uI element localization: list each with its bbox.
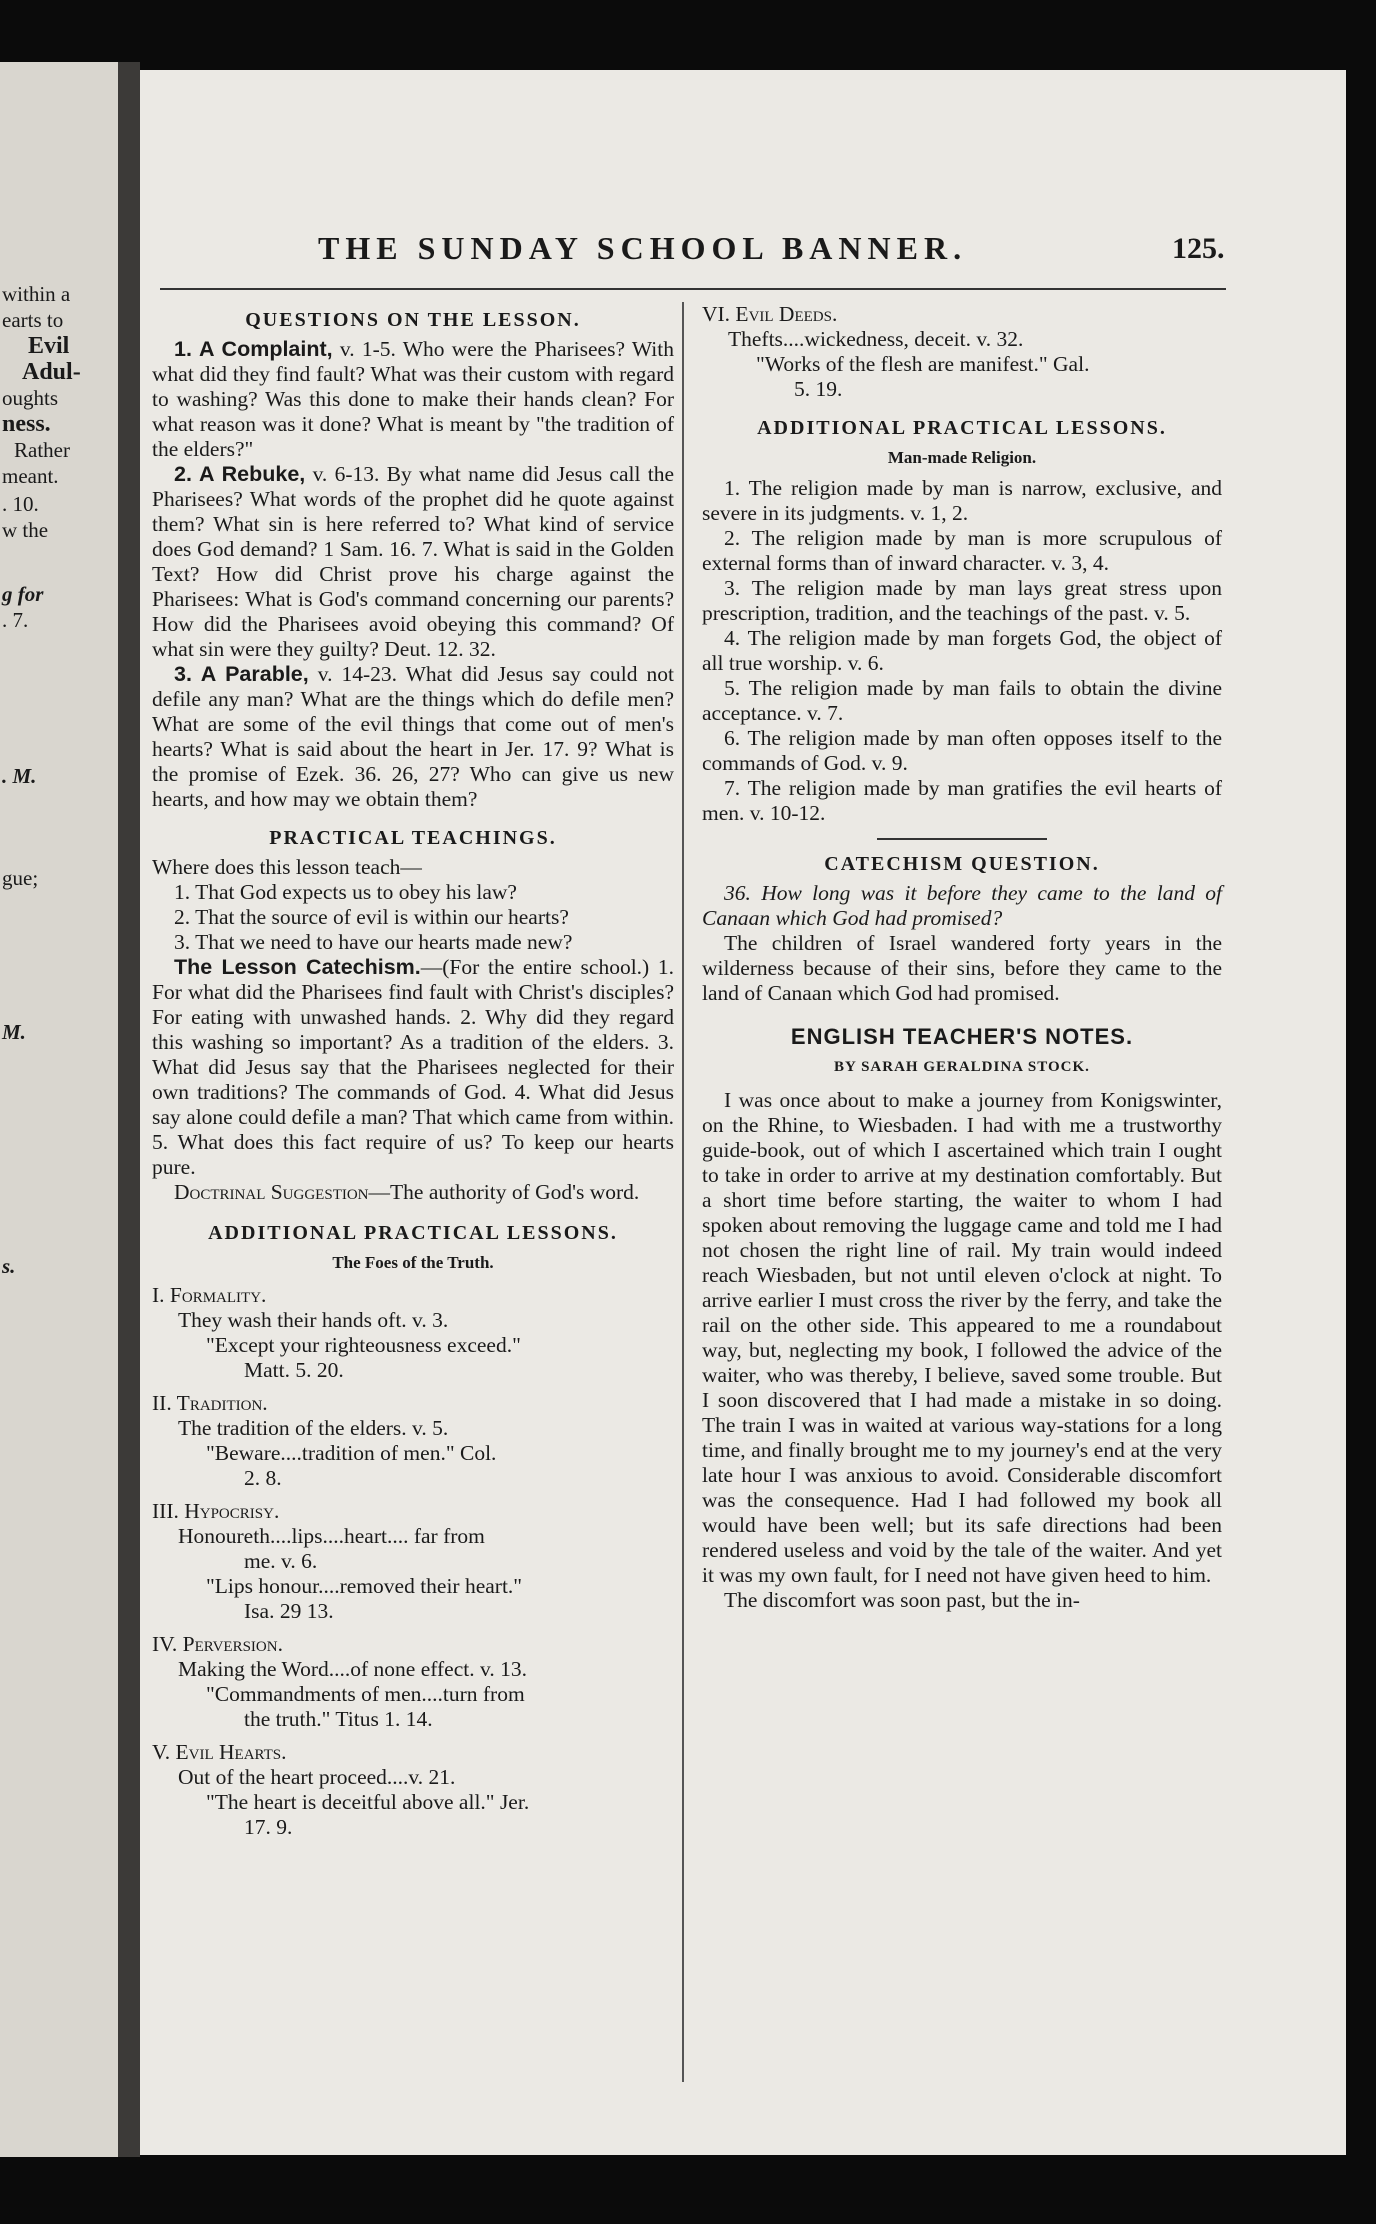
teaching-item: 2. That the source of evil is within our hearts? [174,905,569,929]
page-number: 125. [1172,232,1225,265]
margin-fragment: w the [2,518,49,542]
margin-fragment: Rather [14,438,70,462]
paragraph-lead: 2. A Rebuke, [174,462,306,486]
margin-fragment: ness. [2,411,51,437]
foe-reference: 5. 19. [794,377,843,401]
catechism-paragraph [152,955,674,1180]
foe-line: Making the Word....of none effect. v. 13. [178,1657,527,1681]
margin-fragment: . 10. [2,492,39,516]
foe-section [702,302,1222,402]
foe-quote: "Commandments of men....turn from [206,1682,525,1706]
teaching-item: 1. That God expects us to obey his law? [174,880,517,904]
foe-quote: "Lips honour....removed their heart." [206,1574,523,1598]
doctrinal-suggestion [152,1180,674,1205]
foe-title: I. Formality. [152,1283,267,1307]
section-rule [877,838,1047,840]
question-paragraph [152,462,674,662]
right-column [702,302,1222,1613]
notes-paragraph: I was once about to make a journey from Konigswinter, on the Rhine, to Wiesbaden. I had with me a trustworthy guide-book, out of which I ascertained which train I ought to take in order to arrive at my destination comfortably. But a short time before starting, the waiter to whom I had spoken about removing the luggage came and told me I had not chosen the right line of rail. My train would indeed reach Wiesbaden, but not until eleven o'clock at night. To arrive earlier I must cross the river by the ferry, and take the rail on the other side. This appeared to me a roundabout way, but, neglecting my book, I followed the advice of the waiter, who was thereby, I believe, saved some trouble. But I soon discovered that I had made a mistake in so doing. The train I was in waited at various way-stations for a long time, and finally brought me to my journey's end at the very late hour I was anxious to avoid. Considerable discomfort was the consequence. Had I had followed my book all would have been well; but its safe directions had been rendered useless and void by the tale of the waiter. And yet it was my own fault, for I need not have given heed to him. [702,1088,1222,1587]
margin-fragment: gue; [2,866,39,890]
lesson-item: 2. The religion made by man is more scrupulous of external forms than of inward character. v. 3, 4. [702,526,1222,575]
lesson-item: 1. The religion made by man is narrow, exclusive, and severe in its judgments. v. 1, 2. [702,476,1222,525]
foe-line: Thefts....wickedness, deceit. v. 32. [728,327,1024,351]
foe-title: II. Tradition. [152,1391,268,1415]
foe-quote: "The heart is deceitful above all." Jer. [206,1790,530,1814]
paragraph-lead: 3. A Parable, [174,662,309,686]
section-subheading: The Foes of the Truth. [332,1253,494,1272]
foe-line: me. v. 6. [244,1549,318,1573]
notes-title: ENGLISH TEACHER'S NOTES. [790,1024,1134,1049]
running-header [140,230,1346,290]
catechism-question: 36. How long was it before they came to the land of Canaan which God had promised? [702,881,1222,930]
section-subheading: Man-made Religion. [887,448,1037,467]
foe-line: The tradition of the elders. v. 5. [178,1416,449,1440]
notes-paragraph: The discomfort was soon past, but the in- [724,1588,1080,1612]
section-heading: CATECHISM QUESTION. [824,853,1100,875]
book-gutter [118,62,140,2157]
margin-fragment: . M. [2,764,37,788]
margin-fragment: oughts [2,386,59,410]
section-heading: ADDITIONAL PRACTICAL LESSONS. [208,1222,618,1244]
foe-reference: 2. 8. [244,1466,282,1490]
facing-page-fragment [0,62,118,2157]
margin-fragment: M. [2,1020,26,1044]
foe-section [152,1499,674,1624]
foe-reference: the truth." Titus 1. 14. [244,1707,433,1731]
foe-quote: "Works of the flesh are manifest." Gal. [756,352,1090,376]
lesson-item: 6. The religion made by man often opposes itself to the commands of God. v. 9. [702,726,1222,775]
paragraph-text: v. 14-23. What did Jesus say could not defile any man? What are the things which do defile men? What are some of the evil things that come out of men's hearts? What is said about the heart in Jer. 17. 9? What is the promise of Ezek. 36. 26, 27? Who can give us new hearts, and how may we obtain them? [152,662,674,811]
foe-reference: Matt. 5. 20. [244,1358,344,1382]
margin-fragment: earts to [2,308,64,332]
doctrinal-label: Doctrinal Suggestion [174,1180,369,1204]
foe-title: III. Hypocrisy. [152,1499,280,1523]
foe-reference: 17. 9. [244,1815,293,1839]
paragraph-lead: 1. A Complaint, [174,337,333,361]
lesson-item: 4. The religion made by man forgets God, the object of all true worship. v. 6. [702,626,1222,675]
foe-title: VI. Evil Deeds. [702,302,838,326]
paragraph-text: v. 1-5. Who were the Pharisees? With what did they find fault? What was their custom with regard to washing? Was this done to make their hands clean? For what reason was it done? What is meant by "the tradition of the elders?" [152,337,674,461]
foe-line: They wash their hands oft. v. 3. [178,1308,449,1332]
foe-reference: Isa. 29 13. [244,1599,334,1623]
header-rule [160,288,1226,290]
foe-quote: "Except your righteousness exceed." [206,1333,521,1357]
column-divider [682,302,684,2082]
foe-title: V. Evil Hearts. [152,1740,287,1764]
foe-section [152,1740,674,1840]
lesson-item: 5. The religion made by man fails to obtain the divine acceptance. v. 7. [702,676,1222,725]
doctrinal-text: —The authority of God's word. [368,1180,640,1204]
margin-fragment: s. [2,1254,16,1278]
paragraph-text: —(For the entire school.) 1. For what did the Pharisees find fault with Christ's disciples? For eating with unwashed hands. 2. Why did they regard this washing so important? As a tradition of the elders. 3. What did Jesus say that the Pharisees neglected for their own traditions? The commands of God. 4. What did Jesus say alone could defile a man? That which came from within. 5. What does this fact require of us? To keep our hearts pure. [152,955,675,1179]
foe-line: Honoureth....lips....heart.... far from [178,1524,485,1548]
question-paragraph [152,662,674,812]
margin-fragment: . 7. [2,608,29,632]
paragraph-text: v. 6-13. By what name did Jesus call the Pharisees? What words of the prophet did he quote against them? What sin is here referred to? What kind of service does God demand? 1 Sam. 16. 7. What is said in the Golden Text? How did Christ prove his charge against the Pharisees: What is God's command concerning our parents? How did the Pharisees avoid obeying this command? Of what sin were they guilty? Deut. 12. 32. [152,462,674,661]
page [140,70,1346,2155]
section-heading: ADDITIONAL PRACTICAL LESSONS. [757,417,1167,439]
foe-line: Out of the heart proceed....v. 21. [178,1765,456,1789]
foe-title: IV. Perversion. [152,1632,283,1656]
margin-fragment: Adul- [22,359,81,385]
publication-title: THE SUNDAY SCHOOL BANNER. [318,230,968,266]
teachings-intro: Where does this lesson teach— [152,855,422,879]
margin-fragment: g for [2,582,44,606]
section-heading: PRACTICAL TEACHINGS. [269,827,557,849]
margin-fragment: meant. [2,464,59,488]
foe-section [152,1391,674,1491]
lesson-item: 7. The religion made by man gratifies the evil hearts of men. v. 10-12. [702,776,1222,825]
catechism-answer: The children of Israel wandered forty years in the wilderness because of their sins, before they came to the land of Canaan which God had promised. [702,931,1222,1005]
question-paragraph [152,337,674,462]
foe-quote: "Beware....tradition of men." Col. [206,1441,497,1465]
lesson-item: 3. The religion made by man lays great stress upon prescription, tradition, and the teachings of the past. v. 5. [702,576,1222,625]
notes-byline: BY SARAH GERALDINA STOCK. [834,1059,1090,1075]
paragraph-lead: The Lesson Catechism. [174,955,421,979]
margin-fragment: within a [2,282,71,306]
teaching-item: 3. That we need to have our hearts made new? [174,930,573,954]
foe-section [152,1632,674,1732]
left-column [152,302,674,1840]
margin-fragment: Evil [28,333,70,359]
foe-section [152,1283,674,1383]
section-heading: QUESTIONS ON THE LESSON. [245,309,581,331]
